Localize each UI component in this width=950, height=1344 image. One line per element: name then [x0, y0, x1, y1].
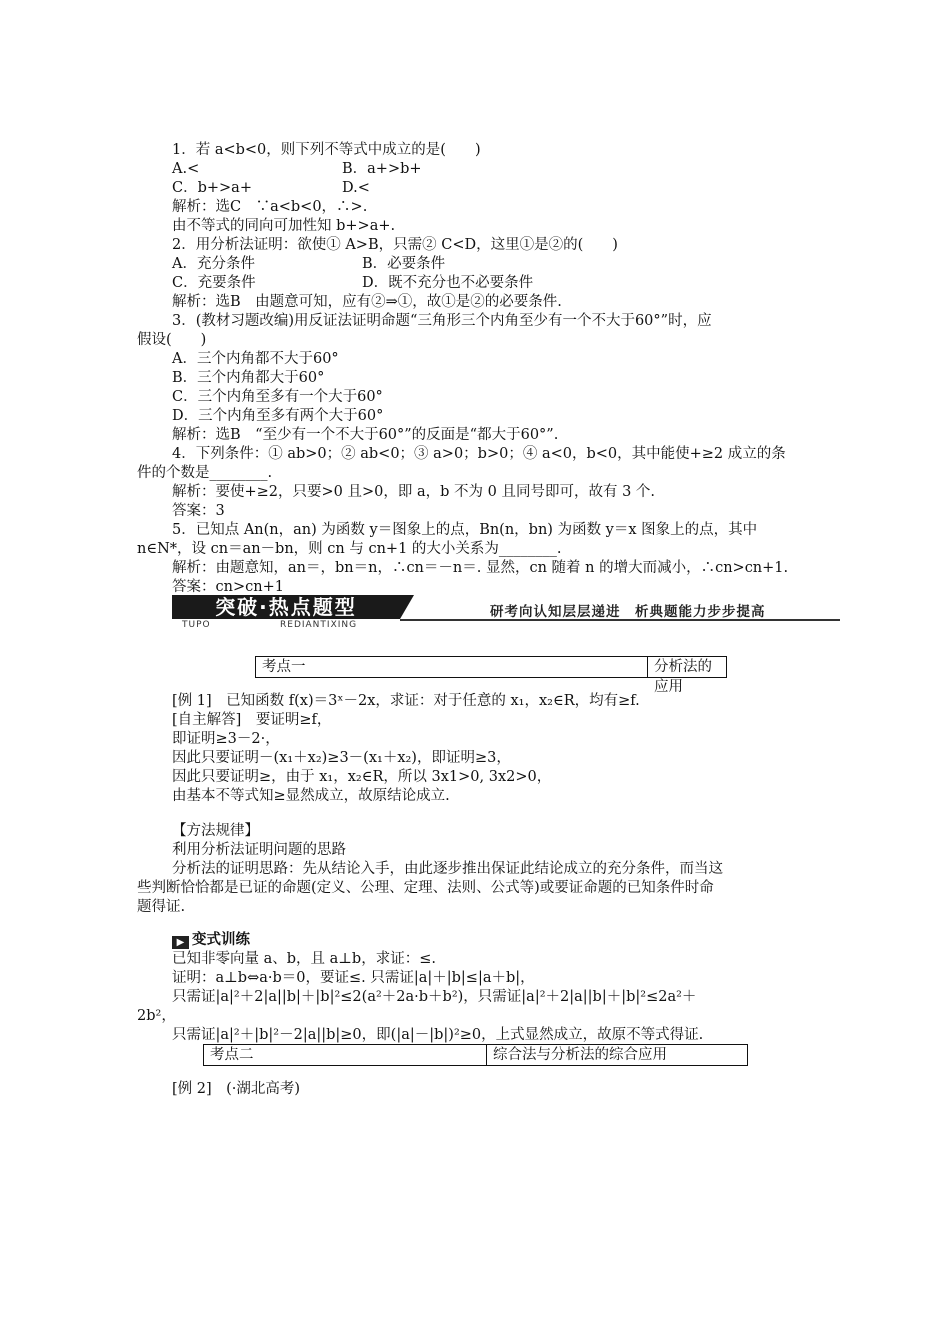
section-banner	[172, 595, 840, 637]
banner-title: 突破·热点题型	[172, 595, 400, 619]
example-1-line-3: 即证明≥3－2·，	[172, 731, 280, 747]
variant-title	[172, 931, 250, 950]
method-title: 【方法规律】	[172, 823, 259, 839]
q3-option-d: D．三个内角至多有两个大于60°	[172, 408, 384, 424]
q1-option-d: D.<	[342, 180, 370, 196]
q1-option-b: B．a+>b+	[342, 161, 422, 177]
kaodian-1-label: 考点一	[262, 659, 306, 675]
q4-solution: 解析：要使+≥2，只要>0 且>0，即 a，b 不为 0 且同号即可，故有 3 个.	[172, 484, 656, 500]
kaodian-1-title: 分析法的应用	[647, 657, 726, 677]
q1-stem: 1．若 a<b<0，则下列不等式中成立的是( )	[172, 142, 481, 158]
q2-option-c: C．充要条件	[172, 275, 256, 291]
q1-solution-cont: 由不等式的同向可加性知 b+>a+.	[172, 218, 396, 234]
q3-option-b: B．三个内角都大于60°	[172, 370, 325, 386]
q2-option-d: D．既不充分也不必要条件	[362, 275, 534, 291]
q4-stem: 4．下列条件：① ab>0；② ab<0；③ a>0；b>0；④ a<0，b<0，其中能使+≥2 成立的条	[172, 446, 786, 462]
example-1-stem: [例 1] 已知函数 f(x)＝3ˣ－2x，求证：对于任意的 x₁，x₂∈R，均有≥f.	[172, 693, 640, 709]
variant-title-text: 变式训练	[192, 932, 250, 948]
example-1-line-2: [自主解答] 要证明≥f，	[172, 712, 332, 728]
method-line-2: 分析法的证明思路：先从结论入手，由此逐步推出保证此结论成立的充分条件，而当这	[172, 861, 723, 877]
q5-stem-cont: n∈N*，设 cn＝an－bn，则 cn 与 cn+1 的大小关系为________.	[137, 541, 562, 557]
q1-solution: 解析：选C ∵a<b<0，∴>.	[172, 199, 368, 215]
q4-answer: 答案：3	[172, 503, 225, 519]
kaodian-2-label: 考点二	[210, 1047, 254, 1063]
banner-tail-shape	[400, 595, 414, 619]
method-line-4: 题得证.	[137, 899, 186, 915]
q2-solution: 解析：选B 由题意可知，应有②⇒①，故①是②的必要条件.	[172, 294, 562, 310]
method-line-1: 利用分析法证明问题的思路	[172, 842, 346, 858]
example-1-line-6: 由基本不等式知≥显然成立，故原结论成立.	[172, 788, 450, 804]
kaodian-2-title: 综合法与分析法的综合应用	[486, 1045, 747, 1065]
banner-slogan: 研考向认知层层递进 析典题能力步步提高	[490, 604, 766, 620]
banner-pinyin-left: TUPO	[182, 620, 211, 630]
q2-stem: 2．用分析法证明：欲使① A>B，只需② C<D，这里①是②的( )	[172, 237, 618, 253]
q4-stem-cont: 件的个数是________.	[137, 465, 273, 481]
q5-stem: 5．已知点 An(n，an) 为函数 y＝图象上的点，Bn(n，bn) 为函数 y＝x 图象上的点，其中	[172, 522, 758, 538]
variant-line-5: 只需证|a|²＋|b|²－2|a||b|≥0，即(|a|－|b|)²≥0，上式显然成立，故原不等式得证.	[172, 1027, 704, 1043]
q1-option-a: A.<	[172, 161, 200, 177]
kaodian-1-box	[255, 656, 727, 695]
variant-line-1: 已知非零向量 a、b，且 a⊥b，求证：≤.	[172, 951, 436, 967]
q2-option-b: B．必要条件	[362, 256, 446, 272]
variant-line-2: 证明：a⊥b⇔a·b＝0，要证≤. 只需证|a|＋|b|≤|a＋b|，	[172, 970, 535, 986]
banner-pinyin-right: REDIANTIXING	[280, 620, 358, 630]
play-triangle-icon: ▶	[172, 936, 189, 949]
q2-option-a: A．充分条件	[172, 256, 255, 272]
example-1-line-5: 因此只要证明≥，由于 x₁，x₂∈R，所以 3x1>0, 3x2>0，	[172, 769, 552, 785]
q3-solution: 解析：选B “至少有一个不大于60°”的反面是“都大于60°”.	[172, 427, 559, 443]
variant-line-3: 只需证|a|²＋2|a||b|＋|b|²≤2(a²＋2a·b＋b²)，只需证|a|²＋2|a||b|＋|b|²≤2a²＋	[172, 989, 697, 1005]
variant-line-4: 2b²，	[137, 1008, 176, 1024]
example-1-line-4: 因此只要证明－(x₁＋x₂)≥3－(x₁＋x₂)，即证明≥3，	[172, 750, 511, 766]
q1-option-c: C．b+>a+	[172, 180, 252, 196]
q3-stem-cont: 假设( )	[137, 332, 207, 348]
q3-option-c: C．三个内角至多有一个大于60°	[172, 389, 383, 405]
example-2-stem: [例 2] (·湖北高考)	[172, 1081, 301, 1097]
q3-stem: 3．(教材习题改编)用反证法证明命题“三角形三个内角至少有一个不大于60°”时，应	[172, 313, 712, 329]
q5-answer: 答案：cn>cn+1	[172, 579, 284, 595]
kaodian-2-box	[203, 1044, 748, 1066]
method-line-3: 些判断恰恰都是已证的命题(定义、公理、定理、法则、公式等)或要证命题的已知条件时命	[137, 880, 714, 896]
q3-option-a: A．三个内角都不大于60°	[172, 351, 339, 367]
q5-solution: 解析：由题意知，an＝，bn＝n，∴cn＝－n＝. 显然，cn 随着 n 的增大而减小，∴cn>cn+1.	[172, 560, 789, 576]
